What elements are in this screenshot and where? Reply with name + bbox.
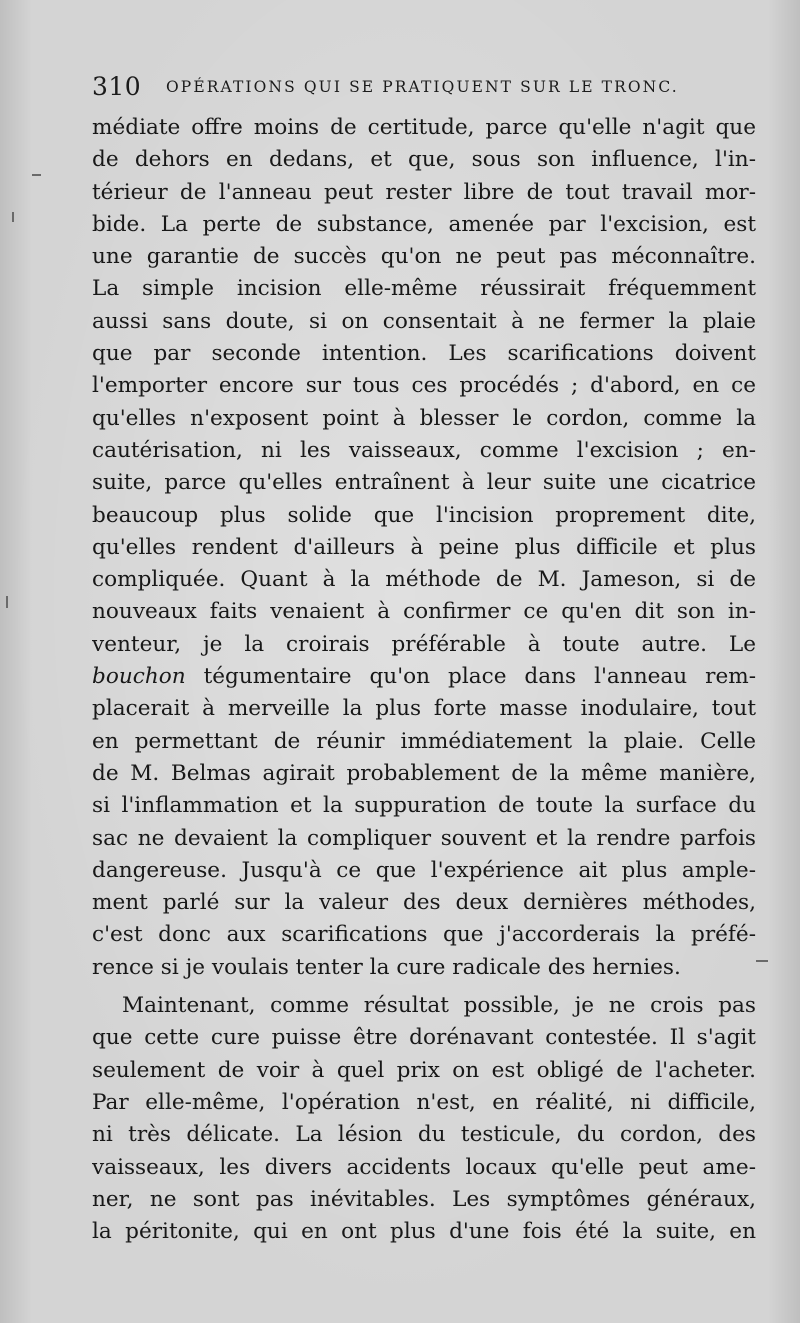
text-line: que par seconde intention. Les scarifications doivent bbox=[92, 341, 756, 367]
text-line: nouveaux faits venaient à confirmer ce qu'en dit son in- bbox=[92, 599, 756, 625]
text-line: ner, ne sont pas inévitables. Les symptômes généraux, bbox=[92, 1186, 756, 1212]
margin-mark bbox=[756, 960, 768, 962]
text-line-with-italic bbox=[92, 661, 756, 693]
text-line: sac ne devaient la compliquer souvent et la rendre parfois bbox=[92, 825, 756, 851]
running-head: OPÉRATIONS QUI SE PRATIQUENT SUR LE TRONC. bbox=[166, 78, 679, 96]
italic-word: bouchon bbox=[92, 664, 186, 690]
text-line: qu'elles n'exposent point à blesser le cordon, comme la bbox=[92, 405, 756, 431]
text-line: beaucoup plus solide que l'incision proprement dite, bbox=[92, 502, 756, 528]
text-line: ment parlé sur la valeur des deux dernières méthodes, bbox=[92, 890, 756, 916]
text-line: vaisseaux, les divers accidents locaux qu'elle peut ame- bbox=[92, 1154, 756, 1180]
text-line: térieur de l'anneau peut rester libre de tout travail mor- bbox=[92, 179, 756, 205]
text-line: placerait à merveille la plus forte masse inodulaire, tout bbox=[92, 696, 756, 722]
text-line: Maintenant, comme résultat possible, je ne crois pas bbox=[122, 993, 756, 1019]
text-line: médiate offre moins de certitude, parce qu'elle n'agit que bbox=[92, 115, 756, 140]
text-line: compliquée. Quant à la méthode de M. Jameson, si de bbox=[92, 567, 756, 593]
text-line: en permettant de réunir immédiatement la plaie. Celle bbox=[92, 728, 756, 754]
text-line: l'emporter encore sur tous ces procédés ; d'abord, en ce bbox=[92, 373, 756, 399]
margin-mark bbox=[12, 212, 14, 222]
margin-mark bbox=[32, 174, 41, 176]
text-line: rence si je voulais tenter la cure radicale des hernies. bbox=[92, 954, 681, 980]
page-number: 310 bbox=[92, 72, 142, 101]
text-line: si l'inflammation et la suppuration de toute la surface du bbox=[92, 793, 756, 819]
text-line: de dehors en dedans, et que, sous son influence, l'in- bbox=[92, 147, 756, 173]
text-line: aussi sans doute, si on consentait à ne fermer la plaie bbox=[92, 308, 756, 334]
text-line: La simple incision elle-même réussirait fréquemment bbox=[92, 276, 756, 302]
text-line: c'est donc aux scarifications que j'accorderais la préfé- bbox=[92, 922, 756, 948]
text-line: qu'elles rendent d'ailleurs à peine plus difficile et plus bbox=[92, 534, 756, 560]
page-header bbox=[92, 72, 752, 106]
text-line: de M. Belmas agirait probablement de la même manière, bbox=[92, 760, 756, 786]
paragraph-1 bbox=[92, 112, 756, 984]
text-line: suite, parce qu'elles entraînent à leur suite une cicatrice bbox=[92, 470, 756, 496]
text-line: ni très délicate. La lésion du testicule, du cordon, des bbox=[92, 1122, 756, 1148]
body-text bbox=[92, 112, 756, 1248]
text-line: que cette cure puisse être dorénavant contestée. Il s'agit bbox=[92, 1025, 756, 1051]
text-line: venteur, je la croirais préférable à toute autre. Le bbox=[92, 631, 756, 657]
text-line: cautérisation, ni les vaisseaux, comme l'excision ; en- bbox=[92, 437, 756, 463]
text-line: la péritonite, qui en ont plus d'une fois été la suite, en bbox=[92, 1219, 756, 1245]
text-line: bide. La perte de substance, amenée par l'excision, est bbox=[92, 211, 756, 237]
text-line: seulement de voir à quel prix on est obligé de l'acheter. bbox=[92, 1057, 756, 1083]
text-line: dangereuse. Jusqu'à ce que l'expérience ait plus ample- bbox=[92, 857, 756, 883]
text-line: Par elle-même, l'opération n'est, en réalité, ni difficile, bbox=[92, 1089, 756, 1115]
paragraph-2 bbox=[92, 990, 756, 1248]
text-line: une garantie de succès qu'on ne peut pas méconnaître. bbox=[92, 244, 756, 270]
margin-mark bbox=[6, 596, 8, 608]
line-remainder: tégumentaire qu'on place dans l'anneau rem- bbox=[185, 664, 756, 690]
